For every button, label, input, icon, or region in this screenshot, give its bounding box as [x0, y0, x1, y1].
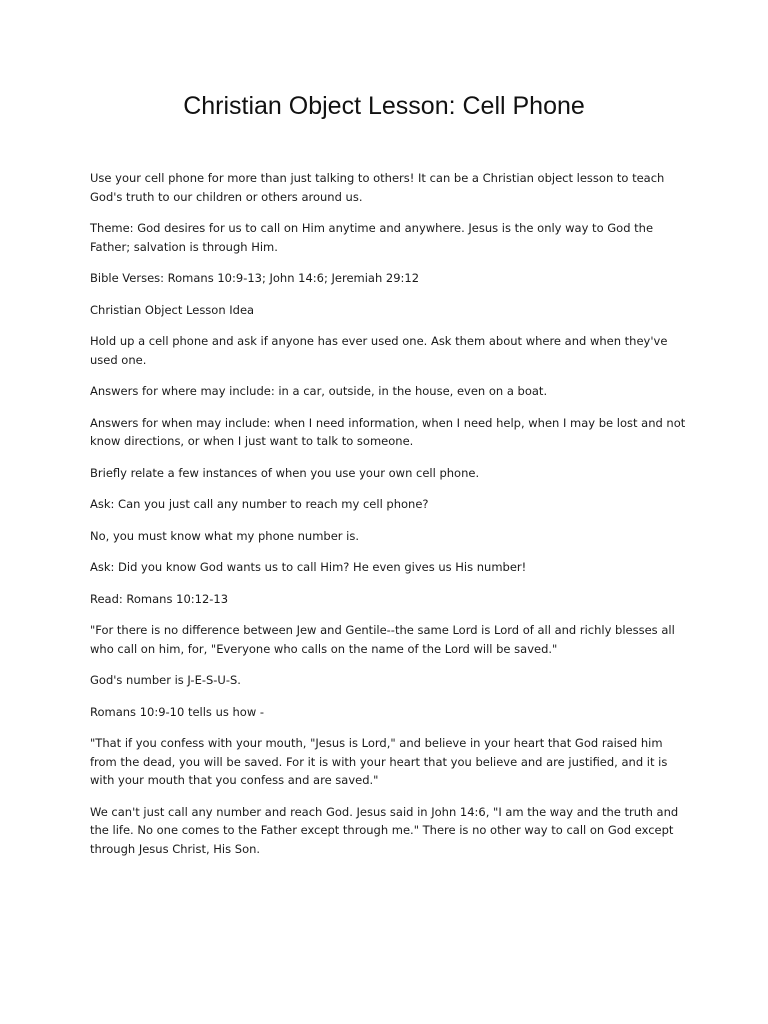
- document-title: Christian Object Lesson: Cell Phone: [183, 92, 585, 120]
- paragraph-ask-call-god: Ask: Did you know God wants us to call Him? He even gives us His number!: [90, 560, 527, 574]
- paragraph-hold-up-phone: Hold up a cell phone and ask if anyone has ever used one. Ask them about where and when they've used one.: [90, 334, 668, 367]
- paragraph-romans-how: Romans 10:9-10 tells us how -: [90, 704, 265, 719]
- paragraph-romans-quote: "For there is no difference between Jew and Gentile--the same Lord is Lord of all and richly blesses all who call on him, for, "Everyone who calls on the name of the Lord will be saved.": [90, 623, 675, 656]
- paragraph-answers-when: Answers for when may include: when I need information, when I need help, when I may be lost and not know directions, or when I just want to talk to someone.: [90, 415, 686, 448]
- paragraph-read-romans: Read: Romans 10:12-13: [90, 591, 229, 606]
- paragraph-intro: Use your cell phone for more than just talking to others! It can be a Christian object lesson to teach God's truth to our children or others around us.: [90, 171, 665, 204]
- paragraph-relate-instances: Briefly relate a few instances of when you use your own cell phone.: [90, 465, 480, 480]
- paragraph-lesson-idea-heading: Christian Object Lesson Idea: [90, 302, 255, 317]
- paragraph-bible-verses: Bible Verses: Romans 10:9-13; John 14:6; Jeremiah 29:12: [90, 271, 420, 285]
- paragraph-must-know-number: No, you must know what my phone number is.: [90, 528, 360, 543]
- paragraph-gods-number: God's number is J-E-S-U-S.: [90, 673, 241, 687]
- paragraph-confess-quote: "That if you confess with your mouth, "Jesus is Lord," and believe in your heart that God raised him from the dead, you will be saved. For it is with your heart that you believe and are justified, and it is with your mouth that you confess and are saved.": [90, 736, 668, 787]
- paragraph-ask-call-number: Ask: Can you just call any number to reach my cell phone?: [90, 497, 429, 511]
- paragraph-theme: Theme: God desires for us to call on Him anytime and anywhere. Jesus is the only way to God the Father; salvation is through Him.: [90, 221, 654, 254]
- document-body: [90, 169, 690, 871]
- paragraph-answers-where: Answers for where may include: in a car, outside, in the house, even on a boat.: [90, 384, 548, 398]
- paragraph-conclusion: We can't just call any number and reach God. Jesus said in John 14:6, "I am the way and the truth and the life. No one comes to the Father except through me." There is no other way to call on God except through Jesus Christ, His Son.: [90, 804, 679, 856]
